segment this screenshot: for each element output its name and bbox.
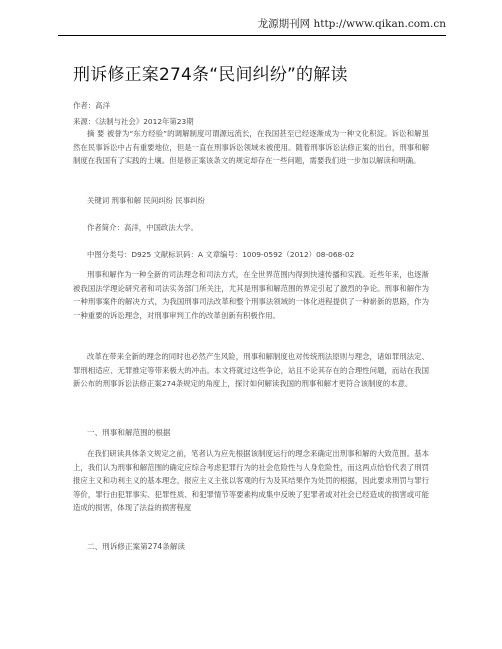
- keywords-line: 关键词 刑事和解 民间纠纷 民事纠纷: [87, 196, 205, 205]
- classification-line: 中图分类号：D925 文献标识码：A 文章编号：1009-0592（2012）08-068-02: [87, 250, 355, 259]
- journal-source-header[interactable]: 龙源期刊网 http://www.qikan.com.cn: [257, 18, 446, 30]
- section-1-heading: 一、刑事和解范围的根据: [87, 428, 171, 437]
- section-1-paragraph: 在我们研读具体条文规定之前，笔者认为应先根据该制度运行的理念来确定出刑事和解的大致范围。基本上，我们认为刑事和解范围的确定应综合考虑犯罪行为的社会危险性与人身危险性，而这两点恰恰代表了刑罚报应主义和功利主义的基本理念，报应主义主张以客观的行为及其结果作为处罚的根据，因此要求刑罚与罪行等价，罪行由犯罪事实、犯罪性质、和犯罪情节等要素构成集中反映了犯罪者或对社会已经造成的损害或可能造成的损害，体现了法益的损害程度: [73, 449, 429, 512]
- author-intro-line: 作者简介：高洋，中国政法大学。: [87, 223, 198, 232]
- article-title: 刑诉修正案274条“民间纠纷”的解读: [73, 65, 348, 85]
- intro-paragraph-2: 改革在带来全新的理念的同时也必然产生风险，刑事和解制度也对传统刑法原则与理念，诸如罪刑法定、罪刑相适应、无罪推定等带来极大的冲击。本文将就过这些争论，站且不论其存在的合理性问题，而站在我国新公布的刑事诉讼法修正案274条规定的角度上，探讨如何解读我国的刑事和解才更符合该制度的本意。: [73, 352, 429, 388]
- intro-paragraph-1: 刑事和解作为一种全新的司法理念和司法方式，在全世界范围内得到快速传播和实践。近些年来，也逐渐被我国法学理论研究者和司法实务部门所关注，尤其是刑事和解范围的界定引起了激烈的争论。刑事和解作为一种刑事案件的解决方式，为我国刑事司法改革和整个刑事法领域的一体化进程提供了一种崭新的思路，作为一种重要的诉讼理念，对刑事审判工作的改革创新有积极作用。: [73, 270, 429, 320]
- source-line: 来源：《法制与社会》2012年第23期: [73, 117, 194, 126]
- header-divider: [58, 35, 446, 36]
- author-line: 作者：高洋: [73, 101, 110, 110]
- section-2-heading: 二、刑诉修正案第274条解读: [87, 542, 186, 551]
- abstract-paragraph: 摘 要 被誉为“东方经验”的调解制度可谓源远流长，在我国甚至已经逐渐成为一种文化积淀。诉讼和解虽然在民事诉讼中占有重要地位，但是一直在刑事诉讼领域未被使用。随着刑事诉讼法修正案的出台，刑事和解制度在我国有了实践的土壤。但是修正案该条文的规定却存在一些问题，需要我们进一步加以解读和明确。: [73, 129, 429, 165]
